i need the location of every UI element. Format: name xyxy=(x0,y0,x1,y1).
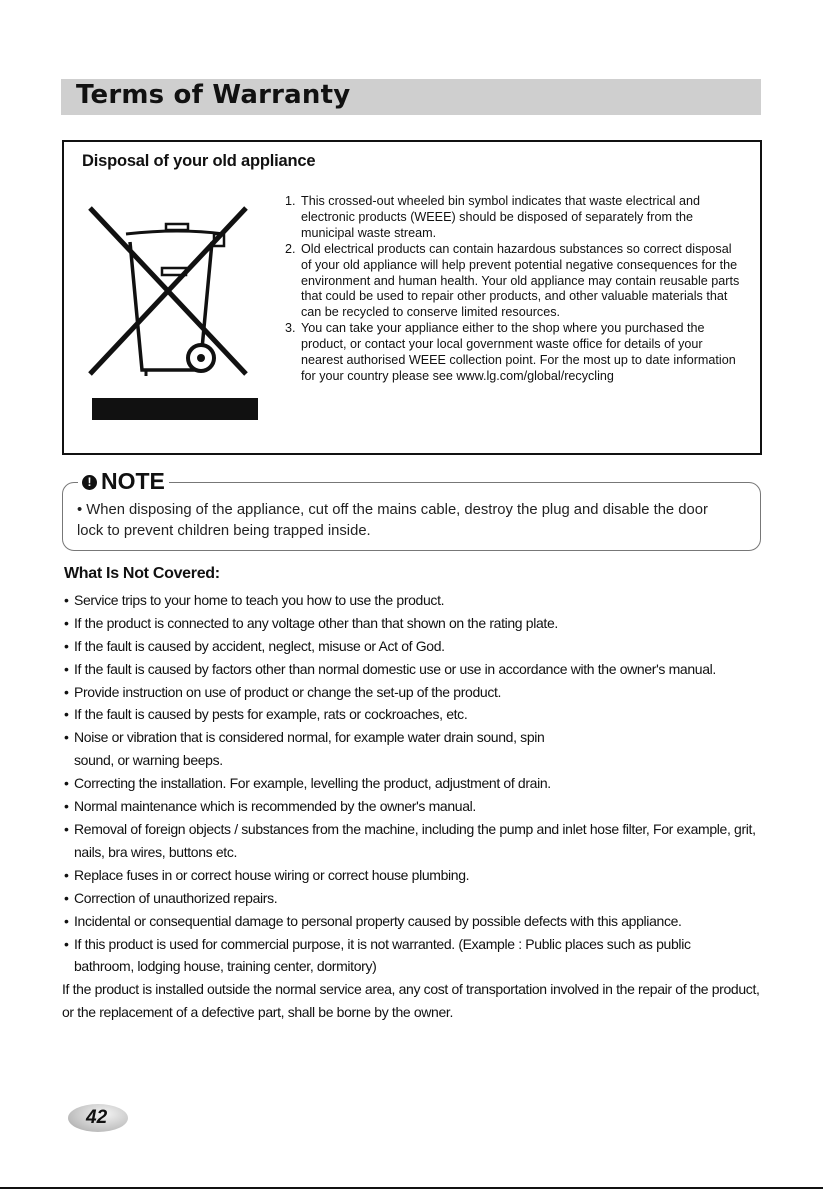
list-item-text: Service trips to your home to teach you how to use the product. xyxy=(74,591,445,608)
list-item-text: Incidental or consequential damage to personal property caused by possible defects with this appliance. xyxy=(74,912,682,929)
list-item xyxy=(64,703,764,726)
bullet: • xyxy=(64,935,69,952)
note-heading xyxy=(78,468,169,495)
bullet: • xyxy=(64,798,69,815)
bullet: • xyxy=(64,820,69,837)
list-item xyxy=(64,726,584,772)
not-covered-title: What Is Not Covered: xyxy=(64,565,220,582)
disposal-title: Disposal of your old appliance xyxy=(82,152,316,170)
item-text: This crossed-out wheeled bin symbol indicates that waste electrical and electronic products (WEEE) should be disposed of separately from the municipal waste stream. xyxy=(301,194,701,240)
list-item-text: Replace fuses in or correct house wiring or correct house plumbing. xyxy=(74,866,470,883)
disposal-item xyxy=(285,242,745,322)
disposal-item xyxy=(285,194,745,242)
bottom-rule xyxy=(0,1187,823,1189)
crossed-out-bin-icon xyxy=(84,204,264,422)
list-item xyxy=(64,772,764,795)
list-item-text: If the fault is caused by pests for example, rats or cockroaches, etc. xyxy=(74,706,468,723)
bullet: • xyxy=(64,683,69,700)
item-number: 2. xyxy=(285,241,296,256)
list-item xyxy=(64,795,764,818)
list-item-text: Removal of foreign objects / substances from the machine, including the pump and inlet hose filter, For example, grit, nails, bra wires, buttons etc. xyxy=(74,820,756,860)
bullet: • xyxy=(64,706,69,723)
bullet: • xyxy=(64,729,69,746)
list-item-text: Noise or vibration that is considered normal, for example water drain sound, spin sound, or warning beeps. xyxy=(74,729,545,769)
disposal-item xyxy=(285,321,745,385)
list-item-text: If the product is connected to any voltage other than that shown on the rating plate. xyxy=(74,614,558,631)
bullet: • xyxy=(64,866,69,883)
bullet: • xyxy=(64,591,69,608)
list-item xyxy=(64,887,764,910)
note-box xyxy=(62,468,761,551)
list-item xyxy=(64,589,764,612)
list-item xyxy=(64,635,764,658)
list-item-text: Provide instruction on use of product or change the set-up of the product. xyxy=(74,683,502,700)
warning-icon: ! xyxy=(82,475,97,490)
page-title: Terms of Warranty xyxy=(76,80,351,110)
list-item xyxy=(64,864,764,887)
list-item-text: If the fault is caused by accident, neglect, misuse or Act of God. xyxy=(74,637,445,654)
not-covered-section xyxy=(64,563,764,1024)
bullet: • xyxy=(64,637,69,654)
list-item xyxy=(64,681,764,704)
bullet: • xyxy=(64,889,69,906)
list-item-text: Normal maintenance which is recommended by the owner's manual. xyxy=(74,798,476,815)
bullet: • xyxy=(64,614,69,631)
not-covered-footer: If the product is installed outside the normal service area, any cost of transportation involved in the repair of the product, or the replacement of a defective part, shall be borne by the owner. xyxy=(62,981,760,1021)
list-item xyxy=(64,658,764,681)
item-number: 1. xyxy=(285,194,296,208)
page-number-badge xyxy=(68,1104,128,1132)
item-text: You can take your appliance either to the shop where you purchased the product, or contact your local government waste office for details of your nearest authorised WEEE collection point. For the most up to date information for your country please see www.lg.com/global/recycling xyxy=(301,321,736,383)
list-item xyxy=(64,818,764,864)
item-number: 3. xyxy=(285,321,296,336)
title-bar xyxy=(61,79,761,115)
not-covered-list xyxy=(64,589,764,978)
item-text: Old electrical products can contain hazardous substances so correct disposal of your old appliance will help prevent potential negative consequences for the environment and human health. Your old appliance may contain reusable parts that could be used to repair other products, and other valuable materials that can be recycled to conserve limited resources. xyxy=(301,241,740,320)
bullet: • xyxy=(64,775,69,792)
bullet: • xyxy=(64,660,69,677)
list-item-text: Correction of unauthorized repairs. xyxy=(74,889,278,906)
list-item xyxy=(64,612,764,635)
bullet: • xyxy=(64,912,69,929)
list-item-text: If the fault is caused by factors other than normal domestic use or use in accordance with the owner's manual. xyxy=(74,660,716,677)
note-title: NOTE xyxy=(101,468,165,494)
list-item xyxy=(64,933,714,979)
list-item-text: Correcting the installation. For example, levelling the product, adjustment of drain. xyxy=(74,775,551,792)
note-text: • When disposing of the appliance, cut off the mains cable, destroy the plug and disable the door lock to prevent children being trapped inside. xyxy=(77,502,708,539)
disposal-box xyxy=(62,140,762,455)
page-number: 42 xyxy=(86,1107,108,1128)
disposal-list xyxy=(285,194,745,385)
list-item xyxy=(64,910,764,933)
list-item-text: If this product is used for commercial purpose, it is not warranted. (Example : Public places such as public bathroom, lodging house, training center, dormitory) xyxy=(74,935,691,975)
